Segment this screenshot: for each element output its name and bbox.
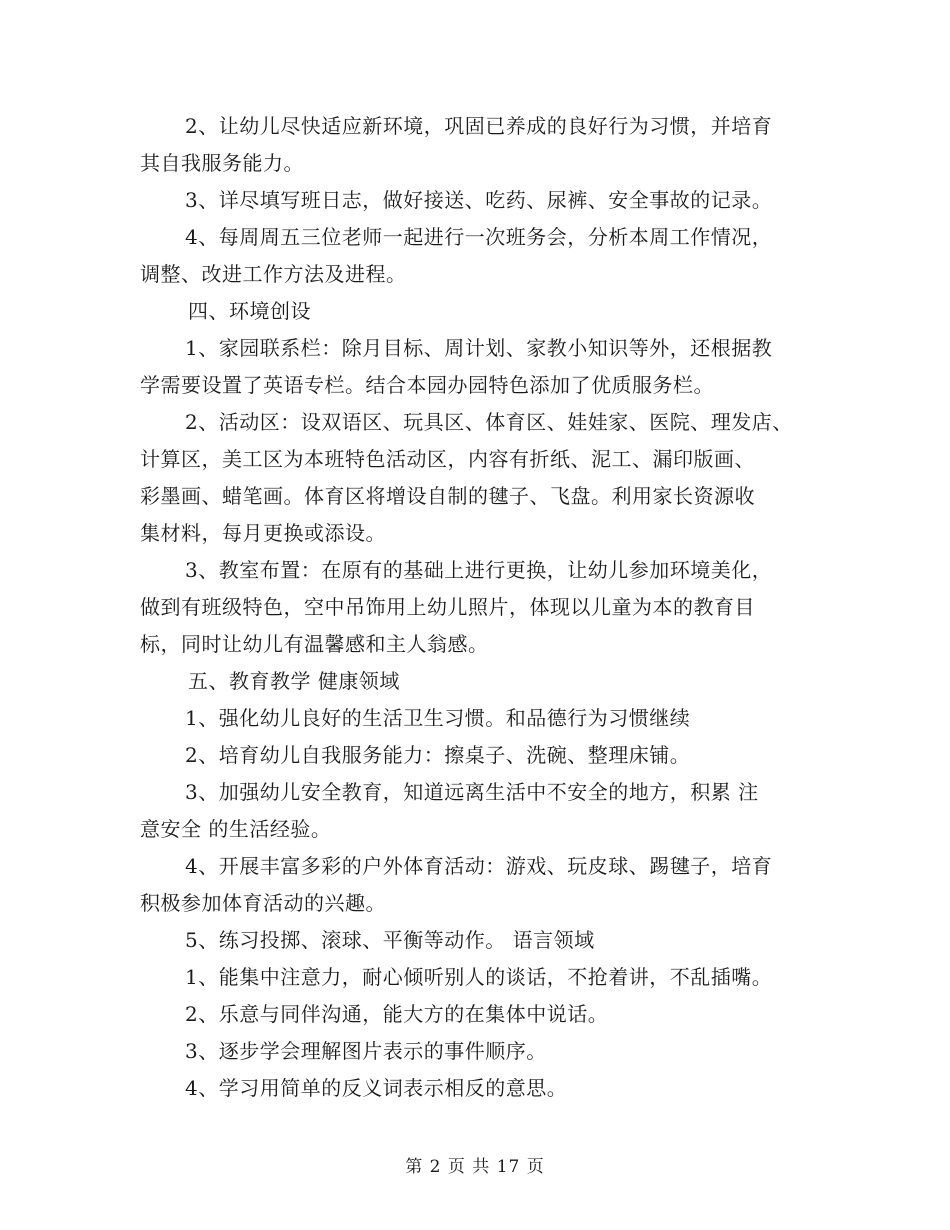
paragraph-line: 1、家园联系栏：除月目标、周计划、家教小知识等外，还根据教 [185,336,773,360]
page-number: 第 2 页 共 17 页 [405,1157,545,1177]
paragraph-line: 1、能集中注意力，耐心倾听别人的谈话，不抢着讲，不乱插嘴。 [185,965,773,989]
paragraph-line: 彩墨画、蜡笔画。体育区将增设自制的毽子、飞盘。利用家长资源收 [140,484,755,508]
paragraph-line: 积极参加体育活动的兴趣。 [140,891,386,915]
paragraph-line: 3、教室布置：在原有的基础上进行更换，让幼儿参加环境美化， [185,558,773,582]
paragraph-line: 其自我服务能力。 [140,151,304,175]
paragraph-line: 学需要设置了英语专栏。结合本园办园特色添加了优质服务栏。 [140,373,714,397]
paragraph-line: 集材料，每月更换或添设。 [140,521,386,545]
paragraph-line: 2、活动区：设双语区、玩具区、体育区、娃娃家、医院、理发店、 [185,410,793,434]
paragraph-line: 4、开展丰富多彩的户外体育活动：游戏、玩皮球、踢毽子，培育 [185,854,773,878]
paragraph-line: 做到有班级特色，空中吊饰用上幼儿照片，体现以儿童为本的教育目 [140,595,755,619]
paragraph-line: 2、培育幼儿自我服务能力：擦桌子、洗碗、整理床铺。 [185,743,691,767]
paragraph-line: 3、加强幼儿安全教育，知道远离生活中不安全的地方，积累 注 [185,780,759,804]
paragraph-line: 意安全 的生活经验。 [140,817,332,841]
paragraph-line: 3、详尽填写班日志，做好接送、吃药、尿裤、安全事故的记录。 [185,188,773,212]
paragraph-line: 标，同时让幼儿有温馨感和主人翁感。 [140,632,489,656]
paragraph-line: 4、学习用简单的反义词表示相反的意思。 [185,1076,568,1100]
paragraph-line: 计算区，美工区为本班特色活动区，内容有折纸、泥工、漏印版画、 [140,447,755,471]
document-body [140,108,830,1107]
section-heading: 五、教育教学 健康领域 [188,669,400,693]
paragraph-line: 2、乐意与同伴沟通，能大方的在集体中说话。 [185,1002,609,1026]
paragraph-line: 调整、改进工作方法及进程。 [140,262,407,286]
paragraph-line: 3、逐步学会理解图片表示的事件顺序。 [185,1039,547,1063]
section-heading: 四、环境创设 [188,299,311,323]
page-footer [0,1152,950,1177]
paragraph-line: 1、强化幼儿良好的生活卫生习惯。和品德行为习惯继续 [185,706,691,730]
paragraph-line: 4、每周周五三位老师一起进行一次班务会，分析本周工作情况， [185,225,773,249]
paragraph-line: 5、练习投掷、滚球、平衡等动作。 语言领域 [185,928,595,952]
paragraph-line: 2、让幼儿尽快适应新环境，巩固已养成的良好行为习惯，并培育 [185,114,773,138]
